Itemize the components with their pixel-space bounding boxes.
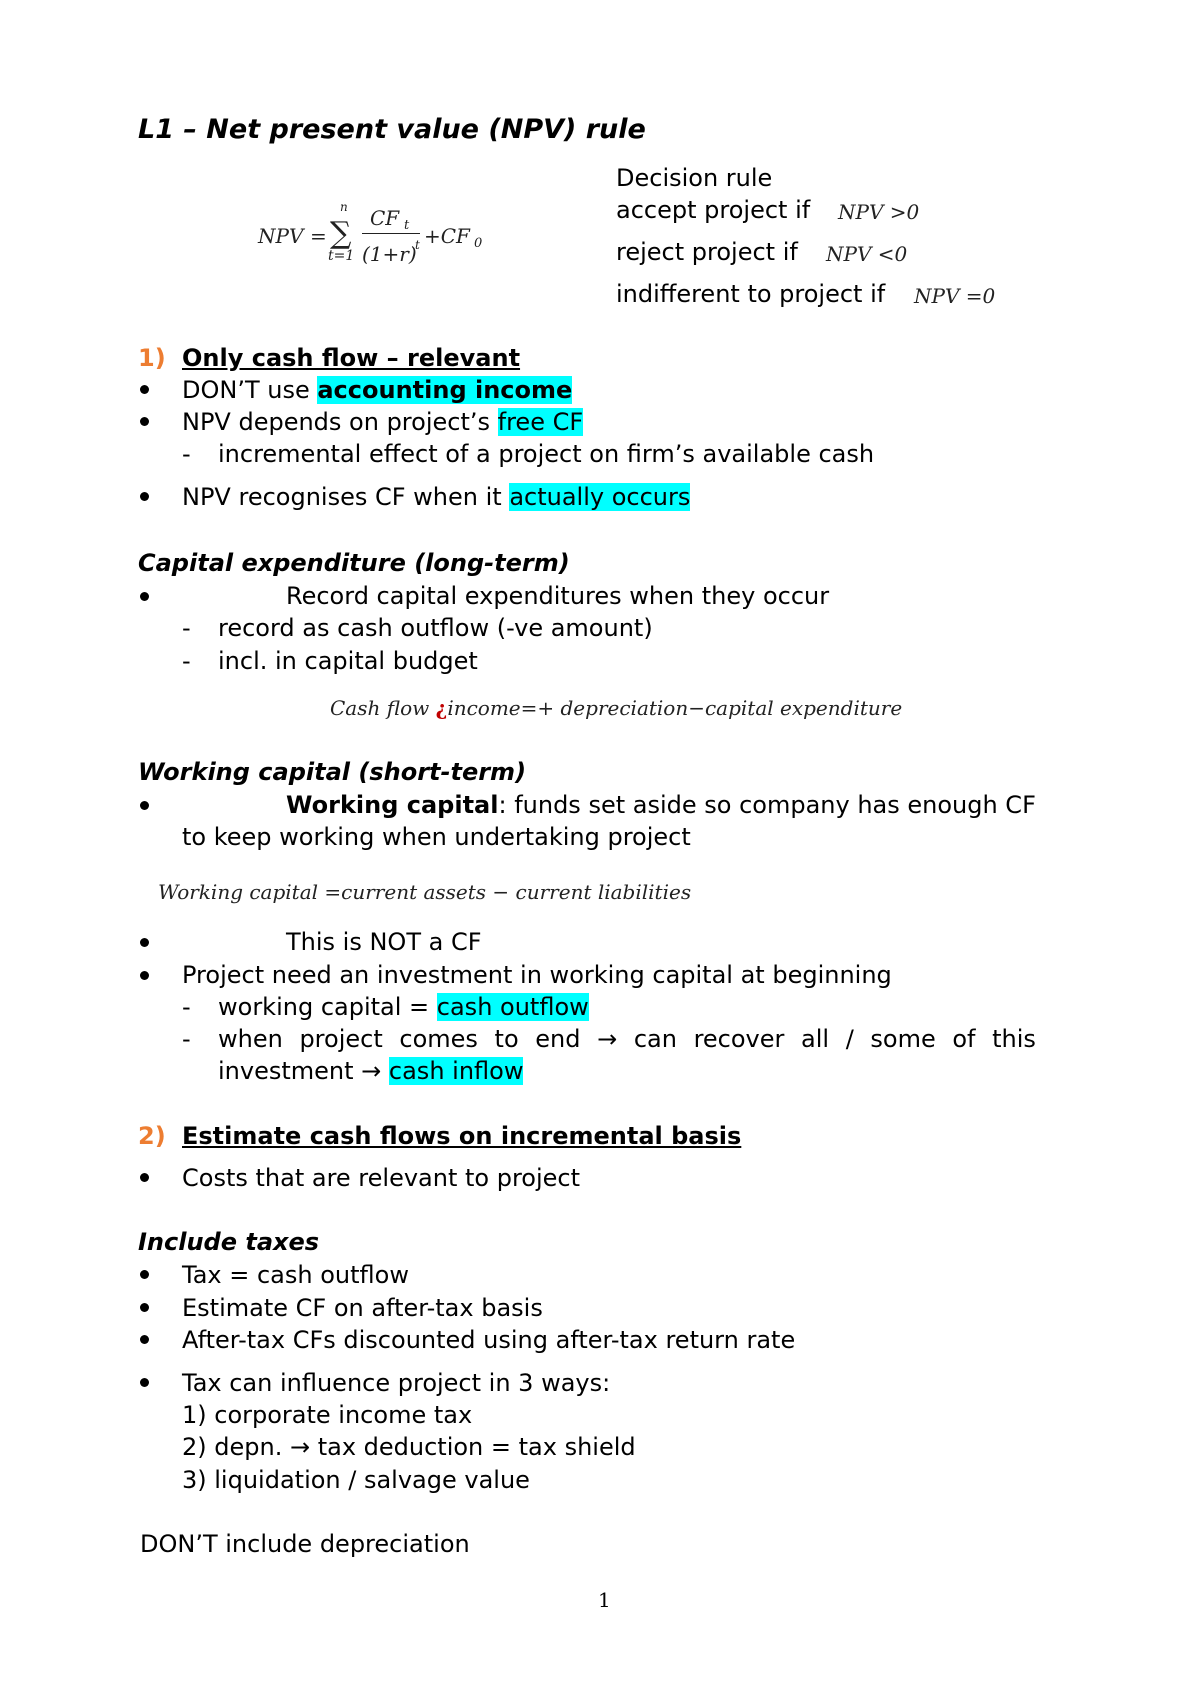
footer-note: DON’T include depreciation	[140, 1530, 470, 1558]
sub-item-text: working capital =	[218, 993, 437, 1021]
sub-item-text: investment →	[218, 1057, 389, 1085]
bullet-icon	[140, 801, 149, 810]
decision-indifferent-math: NPV =0	[914, 284, 996, 308]
formula-numerator: CF	[370, 206, 400, 230]
bullet-icon	[140, 592, 149, 601]
bullet-icon	[140, 1270, 149, 1279]
list-item-text: Record capital expenditures when they occur	[286, 582, 830, 610]
list-item	[286, 791, 1036, 820]
tax-way-item: 1) corporate income tax	[182, 1401, 473, 1429]
page-number: 1	[598, 1588, 611, 1612]
list-item-text: Estimate CF on after-tax basis	[182, 1294, 543, 1322]
list-item	[182, 483, 690, 512]
decision-heading: Decision rule	[616, 164, 773, 192]
dash-marker: -	[182, 993, 191, 1021]
list-item-text: Tax = cash outflow	[182, 1261, 409, 1289]
sub-item	[218, 993, 589, 1022]
list-item-continuation: to keep working when undertaking project	[182, 823, 691, 851]
formula-plus-sub: 0	[474, 236, 483, 251]
sub-item-text: record as cash outflow (-ve amount)	[218, 614, 653, 642]
formula-denominator: (1+r)	[362, 242, 417, 266]
fraction-bar	[362, 233, 420, 234]
highlight-text: cash outflow	[436, 993, 589, 1021]
list-item-text: : funds set aside so company has enough CF	[498, 791, 1036, 819]
list-item-text: This is NOT a CF	[286, 928, 482, 956]
section-1-number: 1)	[138, 344, 166, 372]
formula-sigma-bottom: t=1	[328, 248, 355, 264]
list-item-text: Costs that are relevant to project	[182, 1164, 581, 1192]
taxes-heading: Include taxes	[138, 1228, 320, 1256]
list-item	[182, 408, 583, 437]
list-item-text: Project need an investment in working capital at beginning	[182, 961, 892, 989]
decision-reject-text: reject project if	[616, 238, 798, 266]
section-2-number: 2)	[138, 1122, 166, 1150]
list-item-text: Tax can influence project in 3 ways:	[182, 1369, 611, 1397]
sub-item-text: incremental effect of a project on firm’s available cash	[218, 440, 875, 468]
equation-text: income=+ depreciation−capital expenditure	[447, 696, 903, 720]
formula-sigma-top: n	[340, 200, 348, 214]
list-item	[182, 376, 572, 405]
cashflow-equation	[330, 696, 902, 720]
list-item-text: After-tax CFs discounted using after-tax return rate	[182, 1326, 796, 1354]
equation-text: Cash flow	[330, 696, 436, 720]
tax-way-item: 2) depn. → tax deduction = tax shield	[182, 1433, 636, 1461]
decision-accept-math: NPV >0	[838, 200, 920, 224]
decision-reject-math: NPV <0	[826, 242, 908, 266]
working-capital-equation: Working capital =current assets − current liabilities	[158, 880, 692, 904]
dash-marker: -	[182, 614, 191, 642]
bullet-icon	[140, 492, 149, 501]
list-item-text: NPV recognises CF when it	[182, 483, 510, 511]
bullet-icon	[140, 1335, 149, 1344]
bullet-icon	[140, 971, 149, 980]
decision-accept-text: accept project if	[616, 196, 811, 224]
bullet-icon	[140, 385, 149, 394]
bullet-icon	[140, 1173, 149, 1182]
dash-marker: -	[182, 440, 191, 468]
bold-term: Working capital	[286, 791, 499, 819]
sub-item-text: when project comes to end → can recover all / some of this	[218, 1025, 1036, 1053]
sub-item	[218, 1057, 523, 1086]
wc-heading: Working capital (short-term)	[138, 758, 527, 786]
formula-sigma: ∑	[330, 216, 352, 251]
dash-marker: -	[182, 1025, 191, 1053]
highlight-text: free CF	[497, 408, 584, 436]
sub-item-text: incl. in capital budget	[218, 647, 478, 675]
formula-denominator-sup: t	[415, 238, 420, 252]
bullet-icon	[140, 1303, 149, 1312]
formula-eq: =	[310, 224, 327, 248]
bullet-icon	[140, 1378, 149, 1387]
list-item-text: DON’T use	[182, 376, 318, 404]
capex-heading: Capital expenditure (long-term)	[138, 549, 570, 577]
decision-indifferent-text: indifferent to project if	[616, 280, 886, 308]
equation-error-glyph: ¿	[435, 696, 448, 720]
formula-lhs: NPV	[258, 224, 304, 248]
highlight-text: actually occurs	[509, 483, 691, 511]
formula-plus-term: +CF	[424, 224, 470, 248]
tax-way-item: 3) liquidation / salvage value	[182, 1466, 530, 1494]
bullet-icon	[140, 417, 149, 426]
list-item-text: NPV depends on project’s	[182, 408, 498, 436]
formula-numerator-sub: t	[404, 218, 410, 233]
highlight-text: accounting income	[317, 376, 573, 404]
dash-marker: -	[182, 647, 191, 675]
bullet-icon	[140, 938, 149, 947]
section-1-heading: Only cash flow – relevant	[182, 344, 521, 372]
page-title: L1 – Net present value (NPV) rule	[138, 114, 646, 145]
highlight-text: cash inflow	[388, 1057, 524, 1085]
section-2-heading: Estimate cash flows on incremental basis	[182, 1122, 742, 1150]
